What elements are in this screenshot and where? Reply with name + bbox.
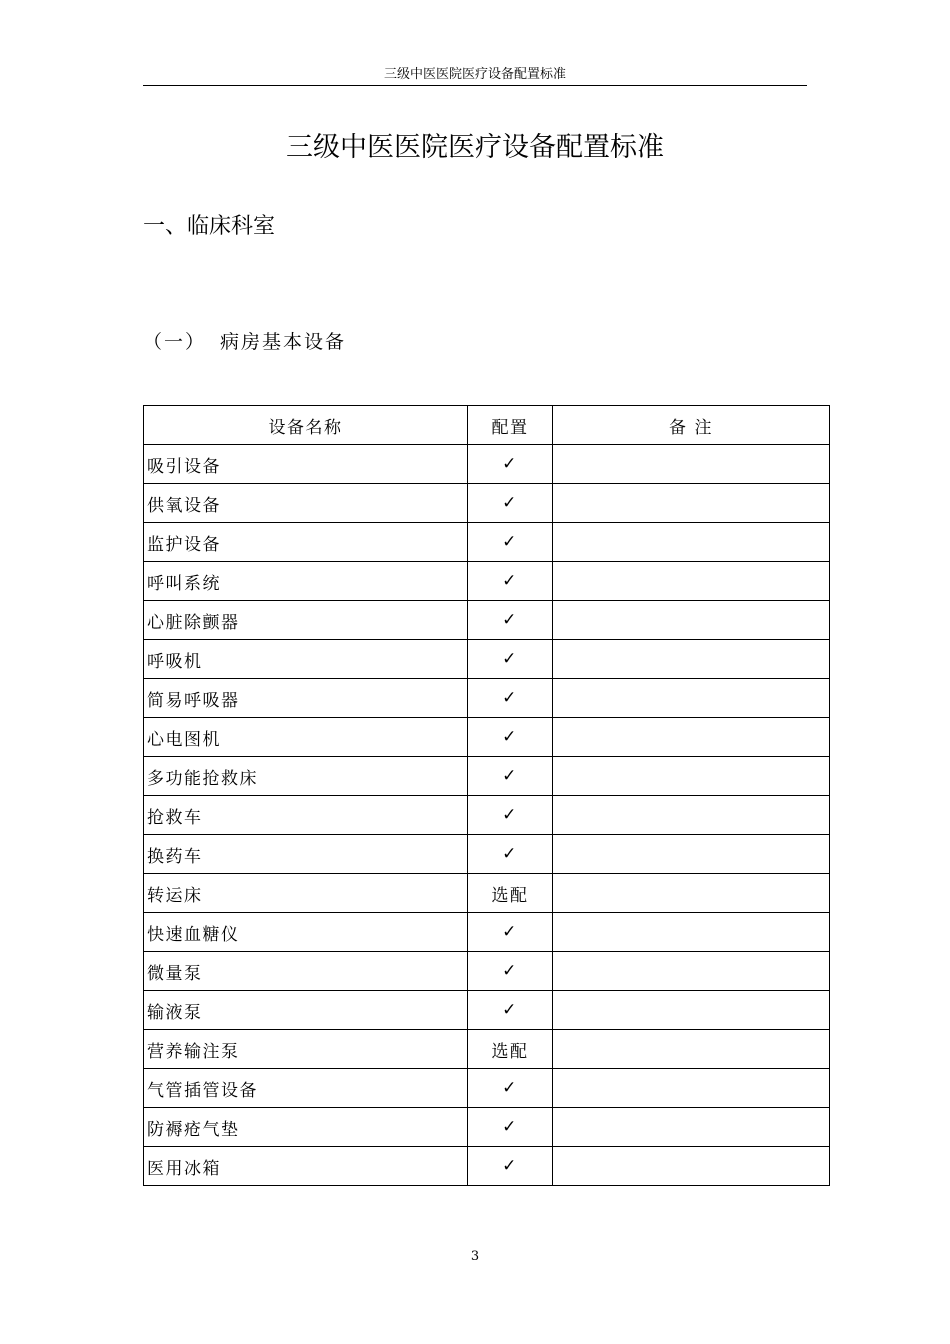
equipment-name-cell: 多功能抢救床 (144, 757, 468, 796)
equipment-name-cell: 心电图机 (144, 718, 468, 757)
equipment-name-cell: 快速血糖仪 (144, 913, 468, 952)
equipment-name-cell: 微量泵 (144, 952, 468, 991)
equipment-name-cell: 抢救车 (144, 796, 468, 835)
config-cell: ✓ (468, 679, 553, 718)
equipment-name-cell: 供氧设备 (144, 484, 468, 523)
config-cell: ✓ (468, 796, 553, 835)
subsection-heading (143, 328, 346, 356)
config-cell: 选配 (468, 1030, 553, 1069)
equipment-name-cell: 防褥疮气垫 (144, 1108, 468, 1147)
config-cell: ✓ (468, 1108, 553, 1147)
note-cell (553, 1030, 830, 1069)
table-row (144, 913, 830, 952)
equipment-name-cell: 心脏除颤器 (144, 601, 468, 640)
header-rule (143, 85, 807, 86)
equipment-name-cell: 营养输注泵 (144, 1030, 468, 1069)
note-cell (553, 796, 830, 835)
column-header-config: 配置 (468, 406, 553, 445)
table-row (144, 757, 830, 796)
subsection-number: （一） (143, 331, 207, 353)
table-row (144, 679, 830, 718)
section-heading: 一、临床科室 (143, 214, 276, 239)
config-cell: ✓ (468, 913, 553, 952)
equipment-name-cell: 呼叫系统 (144, 562, 468, 601)
table-row (144, 718, 830, 757)
equipment-table (143, 405, 830, 1186)
note-cell (553, 1069, 830, 1108)
config-cell: ✓ (468, 523, 553, 562)
document-title: 三级中医医院医疗设备配置标准 (286, 132, 664, 163)
table-row (144, 1030, 830, 1069)
table-header-row (144, 406, 830, 445)
config-cell: ✓ (468, 484, 553, 523)
table-row (144, 1147, 830, 1186)
note-cell (553, 913, 830, 952)
table-row (144, 1108, 830, 1147)
table-row (144, 601, 830, 640)
config-cell: ✓ (468, 718, 553, 757)
note-cell (553, 1108, 830, 1147)
note-cell (553, 484, 830, 523)
config-cell: ✓ (468, 991, 553, 1030)
equipment-name-cell: 吸引设备 (144, 445, 468, 484)
table-row (144, 445, 830, 484)
note-cell (553, 601, 830, 640)
table-row (144, 523, 830, 562)
config-cell: ✓ (468, 640, 553, 679)
table-body (144, 445, 830, 1186)
note-cell (553, 718, 830, 757)
note-cell (553, 562, 830, 601)
config-cell: ✓ (468, 757, 553, 796)
note-cell (553, 952, 830, 991)
table-row (144, 835, 830, 874)
subsection-title: 病房基本设备 (220, 331, 347, 353)
config-cell: ✓ (468, 835, 553, 874)
table-row (144, 1069, 830, 1108)
equipment-name-cell: 换药车 (144, 835, 468, 874)
table-row (144, 991, 830, 1030)
equipment-name-cell: 呼吸机 (144, 640, 468, 679)
config-cell: ✓ (468, 562, 553, 601)
config-cell: ✓ (468, 1069, 553, 1108)
note-cell (553, 874, 830, 913)
running-header: 三级中医医院医疗设备配置标准 (383, 67, 566, 82)
config-cell: 选配 (468, 874, 553, 913)
equipment-name-cell: 转运床 (144, 874, 468, 913)
note-cell (553, 991, 830, 1030)
table-row (144, 640, 830, 679)
table-row (144, 562, 830, 601)
note-cell (553, 835, 830, 874)
equipment-name-cell: 气管插管设备 (144, 1069, 468, 1108)
note-cell (553, 757, 830, 796)
equipment-name-cell: 输液泵 (144, 991, 468, 1030)
page-number: 3 (470, 1249, 480, 1264)
note-cell (553, 679, 830, 718)
table-row (144, 484, 830, 523)
note-cell (553, 640, 830, 679)
note-cell (553, 445, 830, 484)
config-cell: ✓ (468, 445, 553, 484)
equipment-name-cell: 医用冰箱 (144, 1147, 468, 1186)
equipment-name-cell: 简易呼吸器 (144, 679, 468, 718)
table-row (144, 874, 830, 913)
note-cell (553, 1147, 830, 1186)
config-cell: ✓ (468, 952, 553, 991)
config-cell: ✓ (468, 1147, 553, 1186)
note-cell (553, 523, 830, 562)
config-cell: ✓ (468, 601, 553, 640)
column-header-note: 备 注 (553, 406, 830, 445)
equipment-name-cell: 监护设备 (144, 523, 468, 562)
table-row (144, 952, 830, 991)
table-row (144, 796, 830, 835)
column-header-name: 设备名称 (144, 406, 468, 445)
